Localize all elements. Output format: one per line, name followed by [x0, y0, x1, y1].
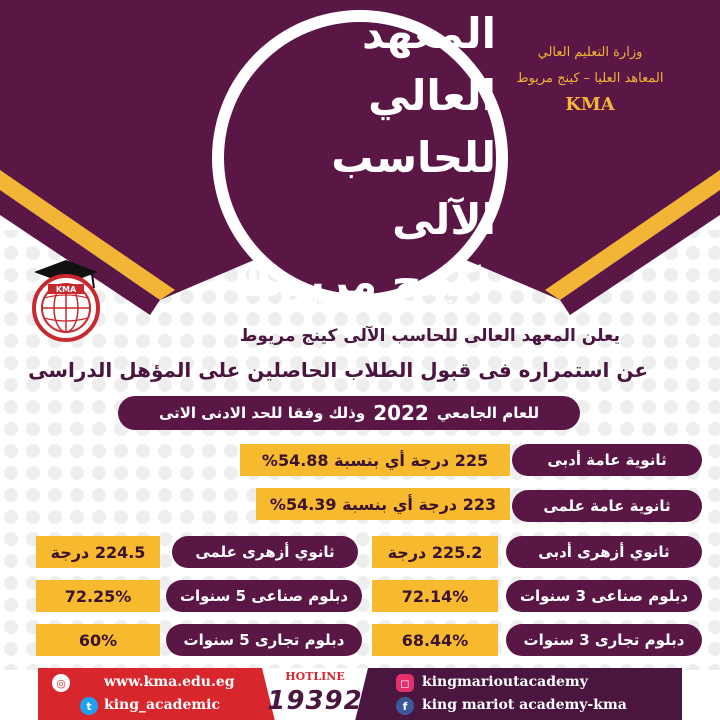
hotline-number[interactable]: 19392: [267, 686, 363, 716]
sinai3-label: دبلوم صناعى 3 سنوات: [506, 580, 702, 612]
tijari5-value: 60%: [36, 624, 160, 656]
adabi-label: ثانوية عامة أدبى: [512, 444, 702, 476]
sinai5-label: دبلوم صناعى 5 سنوات: [166, 580, 362, 612]
year-prefix: للعام الجامعي: [436, 404, 540, 422]
adabi-value: 225 درجة أي بنسبة 54.88%: [240, 444, 510, 476]
azhar-adabi-label: ثانوي أزهرى أدبى: [506, 536, 702, 568]
azhar-elmi-label: ثانوي أزهرى علمى: [172, 536, 358, 568]
kma-logo-icon: [26, 258, 106, 344]
ministry-block: [490, 40, 690, 118]
azhar-adabi-value: 225.2 درجة: [372, 536, 498, 568]
sinai3-value: 72.14%: [372, 580, 498, 612]
instagram-icon: ◻: [396, 674, 414, 692]
tijari3-label: دبلوم تجارى 3 سنوات: [506, 624, 702, 656]
title-line-2: للحاسب الآلى: [331, 133, 496, 244]
twitter-icon: t: [80, 697, 98, 715]
academic-year: 2022: [373, 401, 429, 425]
azhar-elmi-value: 224.5 درجة: [36, 536, 160, 568]
academic-year-bar: [118, 396, 580, 430]
facebook-icon: f: [396, 697, 414, 715]
tijari5-label: دبلوم تجارى 5 سنوات: [166, 624, 362, 656]
elmi-value: 223 درجة أي بنسبة 54.39%: [256, 488, 510, 520]
elmi-label: ثانوية عامة علمى: [512, 490, 702, 522]
title-circle: [224, 9, 496, 306]
sinai5-value: 72.25%: [36, 580, 160, 612]
instagram-handle[interactable]: kingmarioutacademy: [422, 674, 588, 690]
logo-text: KMA: [55, 285, 77, 294]
globe-icon: ◎: [52, 674, 70, 692]
ministry-name: وزارة التعليم العالي: [537, 45, 643, 60]
ministry-abbr: KMA: [565, 94, 615, 115]
ministry-subtitle: المعاهد العليا – كينج مريوط: [516, 71, 664, 86]
tijari3-value: 68.44%: [372, 624, 498, 656]
hotline-label: HOTLINE: [285, 670, 345, 683]
facebook-page[interactable]: king mariot academy-kma: [422, 697, 627, 713]
title-line-3: كينج مريوط: [239, 257, 481, 306]
title-line-1: المعهد العالي: [361, 9, 496, 120]
website-link[interactable]: www.kma.edu.eg: [104, 674, 235, 690]
announcement-line-2: عن استمراره فى قبول الطلاب الحاصلين على المؤهل الدراسى: [28, 358, 648, 382]
announcement-line-1: يعلن المعهد العالى للحاسب الآلى كينج مريوط: [239, 326, 620, 346]
year-suffix: وذلك وفقا للحد الادنى الاتى: [158, 404, 366, 422]
twitter-handle[interactable]: king_academic: [104, 697, 221, 713]
